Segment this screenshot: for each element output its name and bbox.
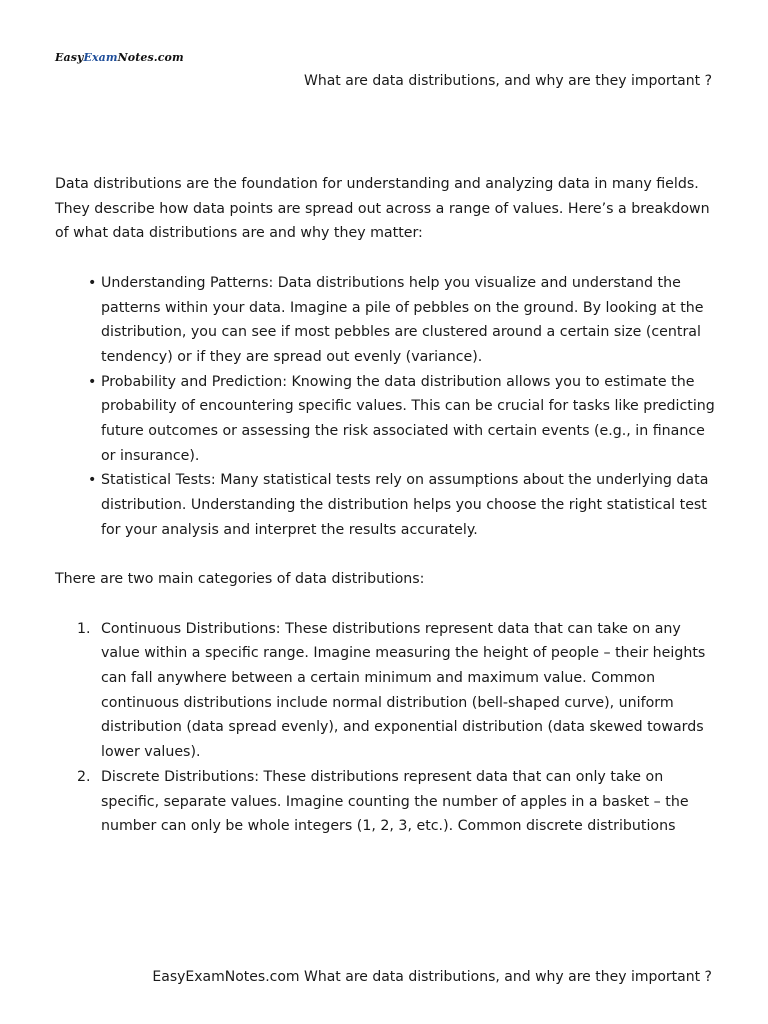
list-item-text: Continuous Distributions: These distributions represent data that can take on any value within a specific range. Imagine measuring the height of people – their heights can fall anywhere between a certain minimum and maximum value. Common continuous distributions include normal distribution (bell-shaped curve), uniform distribution (data spread evenly), and exponential distribution (data skewed towards lower values). — [101, 620, 706, 761]
document-body — [55, 172, 720, 839]
logo-text-easy: Easy — [55, 51, 84, 64]
list-item: • Statistical Tests: Many statistical tests rely on assumptions about the underlying data distribution. Understanding the distribution helps you choose the right statistical test for your analysis and interpret the results accurately. — [101, 468, 720, 542]
categories-list — [55, 617, 720, 839]
logo-text-exam: Exam — [83, 51, 118, 64]
list-item — [77, 765, 720, 839]
list-item: • Understanding Patterns: Data distributions help you visualize and understand the patterns within your data. Imagine a pile of pebbles on the ground. By looking at the distribution, you can see if most pebbles are clustered around a certain size (central tendency) or if they are spread out evenly (variance). — [101, 271, 720, 370]
importance-list — [55, 271, 720, 543]
list-item: • Probability and Prediction: Knowing the data distribution allows you to estimate the probability of encountering specific values. This can be crucial for tasks like predicting future outcomes or assessing the risk associated with certain events (e.g., in finance or insurance). — [101, 370, 720, 469]
list-number: 2. — [77, 768, 91, 785]
list-item-text: Discrete Distributions: These distributions represent data that can only take on specific, separate values. Imagine counting the number of apples in a basket – the number can only be whole integers (1, 2, 3, etc.). Common discrete distributions — [101, 768, 689, 835]
list-item — [77, 617, 720, 765]
logo-text-notes: Notes.com — [117, 51, 184, 64]
site-logo — [55, 51, 184, 64]
list-number: 1. — [77, 620, 91, 637]
paragraph-gap — [55, 543, 720, 568]
paragraph-gap — [55, 246, 720, 271]
categories-intro: There are two main categories of data distributions: — [55, 571, 425, 588]
paragraph-gap — [55, 592, 720, 617]
page-header-title: What are data distributions, and why are they important ? — [304, 73, 712, 89]
page-footer: EasyExamNotes.com What are data distributions, and why are they important ? — [152, 969, 712, 985]
intro-paragraph: Data distributions are the foundation for understanding and analyzing data in many fields. They describe how data points are spread out across a range of values. Here’s a breakdown of what data distributions are and why they matter: — [55, 176, 710, 242]
